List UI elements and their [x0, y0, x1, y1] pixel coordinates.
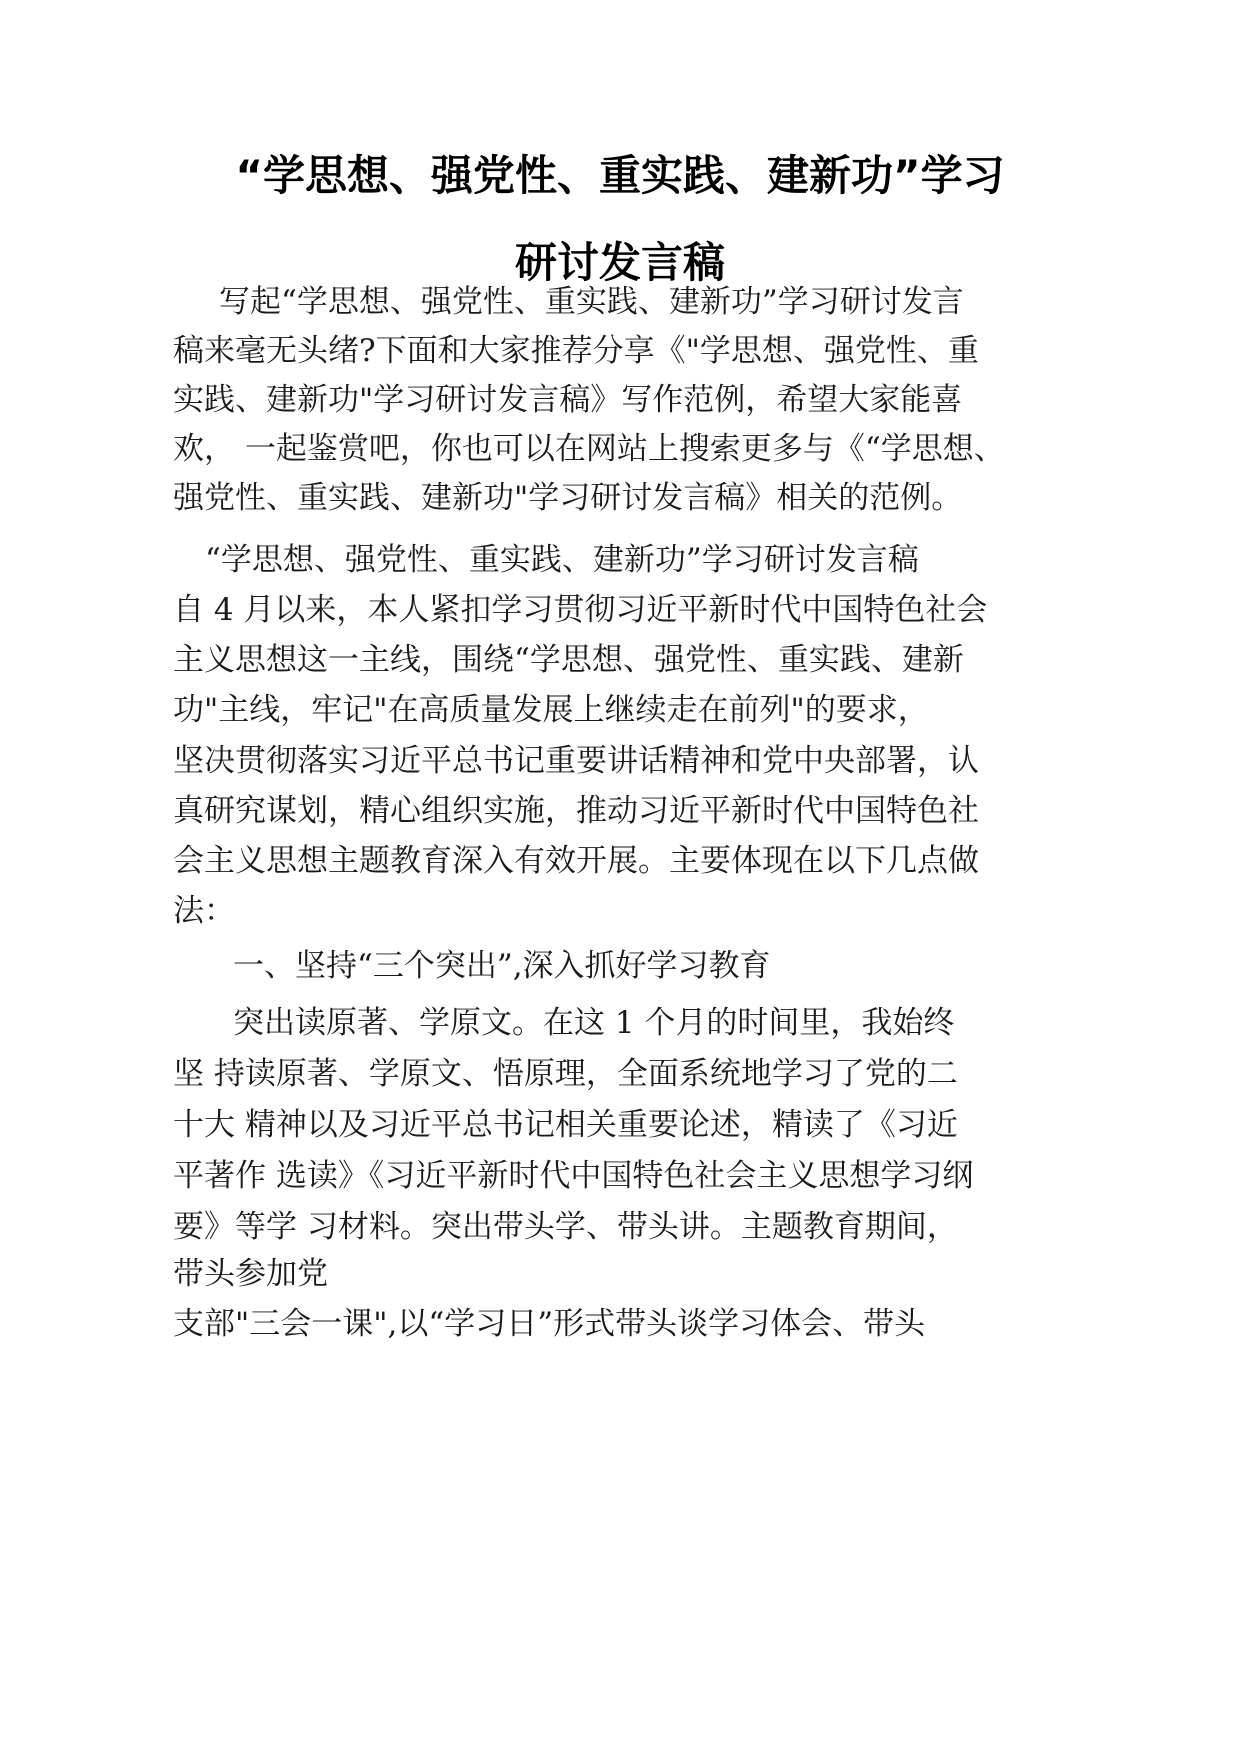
body-line: 要》等学 习材料。突出带头学、带头讲。主题教育期间，: [173, 1209, 958, 1245]
body-line: 支部"三会一课",以“学习日”形式带头谈学习体会、带头: [173, 1306, 926, 1342]
body-line: 坚 持读原著、学原文、悟原理，全面系统地学习了党的二: [173, 1056, 958, 1092]
body-line: 带头参加党: [173, 1256, 328, 1292]
body-line: 突出读原著、学原文。在这 1 个月的时间里，我始终: [233, 1005, 955, 1041]
section-title-line: “学思想、强党性、重实践、建新功”学习研讨发言稿: [205, 542, 919, 578]
intro-line: 稿来毫无头绪?下面和大家推荐分享《"学思想、强党性、重: [173, 333, 979, 369]
body-line: 功"主线，牢记"在高质量发展上继续走在前列"的要求，: [173, 692, 929, 728]
body-line: 主义思想这一主线，围绕“学思想、强党性、重实践、建新: [173, 642, 964, 678]
body-line: 会主义思想主题教育深入有效开展。主要体现在以下几点做: [173, 843, 979, 879]
body-line: 坚决贯彻落实习近平总书记重要讲话精神和党中央部署，认: [173, 743, 979, 779]
intro-line: 强党性、重实践、建新功"学习研讨发言稿》相关的范例。: [173, 480, 963, 516]
document-title-line-2: 研讨发言稿: [514, 238, 725, 287]
intro-line: 写起“学思想、强党性、重实践、建新功”学习研讨发言: [219, 284, 964, 320]
body-line: 自 4 月以来，本人紧扣学习贯彻习近平新时代中国特色社会: [173, 592, 988, 628]
subheading: 一、坚持“三个突出”,深入抓好学习教育: [233, 948, 771, 984]
body-line: 平著作 选读》《习近平新时代中国特色社会主义思想学习纲: [173, 1158, 974, 1194]
body-line: 十大 精神以及习近平总书记相关重要论述，精读了《习近: [173, 1107, 958, 1143]
document-title-line-1: “学思想、强党性、重实践、建新功”学习: [235, 151, 1005, 200]
body-line: 真研究谋划，精心组织实施，推动习近平新时代中国特色社: [173, 793, 979, 829]
intro-line: 实践、建新功"学习研讨发言稿》写作范例，希望大家能喜: [173, 382, 963, 418]
intro-line: 欢， 一起鉴赏吧，你也可以在网站上搜索更多与《“学思想、: [173, 431, 1005, 467]
body-line: 法：: [173, 893, 235, 929]
